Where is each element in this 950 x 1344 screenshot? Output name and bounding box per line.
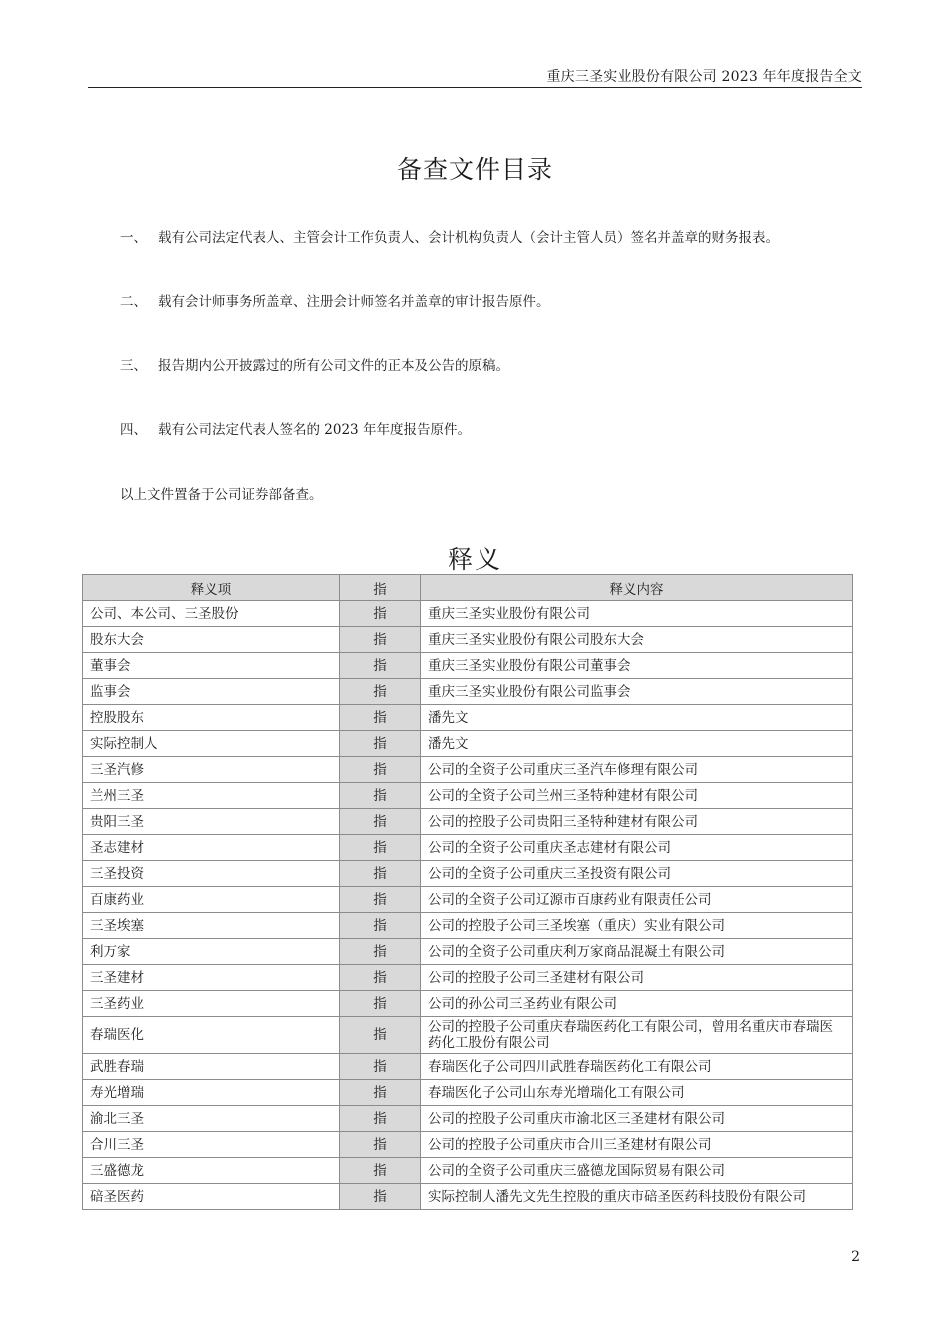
term-cell: 三盛德龙 [83,1158,340,1184]
meaning-cell: 实际控制人潘先文先生控股的重庆市碚圣医药科技股份有限公司 [421,1184,853,1210]
meaning-cell: 公司的全资子公司重庆利万家商品混凝土有限公司 [421,939,853,965]
list-number: 四、 [120,422,147,438]
table-row [83,913,853,939]
definitions-table [82,574,853,1210]
table-row [83,835,853,861]
meaning-cell: 重庆三圣实业股份有限公司股东大会 [421,627,853,653]
term-cell: 寿光增瑞 [83,1080,340,1106]
term-cell: 股东大会 [83,627,340,653]
header-rule [88,87,862,88]
refers-cell: 指 [340,887,421,913]
table-row [83,757,853,783]
term-cell: 三圣埃塞 [83,913,340,939]
table-row [83,1080,853,1106]
header-term: 释义项 [83,575,340,601]
refers-cell: 指 [340,1106,421,1132]
table-row [83,939,853,965]
term-cell: 百康药业 [83,887,340,913]
term-cell: 三圣药业 [83,991,340,1017]
table-row [83,731,853,757]
refers-cell: 指 [340,757,421,783]
refers-cell: 指 [340,731,421,757]
meaning-cell: 重庆三圣实业股份有限公司 [421,601,853,627]
storage-note: 以上文件置备于公司证券部备查。 [120,487,323,503]
term-cell: 董事会 [83,653,340,679]
list-number: 二、 [120,294,147,310]
meaning-cell: 公司的全资子公司兰州三圣特种建材有限公司 [421,783,853,809]
table-row [83,1158,853,1184]
term-cell: 圣志建材 [83,835,340,861]
header-meaning: 释义内容 [421,575,853,601]
refers-cell: 指 [340,991,421,1017]
table-row [83,991,853,1017]
meaning-cell: 公司的全资子公司辽源市百康药业有限责任公司 [421,887,853,913]
table-row [83,679,853,705]
table-row [83,783,853,809]
doc-title: 备查文件目录 [396,155,553,184]
refers-cell: 指 [340,705,421,731]
meaning-cell: 公司的全资子公司重庆圣志建材有限公司 [421,835,853,861]
refers-cell: 指 [340,627,421,653]
meaning-cell: 春瑞医化子公司山东寿光增瑞化工有限公司 [421,1080,853,1106]
refers-cell: 指 [340,809,421,835]
refers-cell: 指 [340,679,421,705]
term-cell: 兰州三圣 [83,783,340,809]
list-text: 载有公司法定代表人、主管会计工作负责人、会计机构负责人（会计主管人员）签名并盖章的财务报表。 [158,230,779,246]
running-header: 重庆三圣实业股份有限公司 2023 年年度报告全文 [546,69,862,85]
meaning-cell: 重庆三圣实业股份有限公司董事会 [421,653,853,679]
meaning-cell: 公司的控股子公司三圣建材有限公司 [421,965,853,991]
meaning-cell: 春瑞医化子公司四川武胜春瑞医药化工有限公司 [421,1054,853,1080]
term-cell: 春瑞医化 [83,1017,340,1054]
refers-cell: 指 [340,653,421,679]
term-cell: 监事会 [83,679,340,705]
table-row [83,861,853,887]
term-cell: 三圣投资 [83,861,340,887]
term-cell: 渝北三圣 [83,1106,340,1132]
term-cell: 碚圣医药 [83,1184,340,1210]
list-number: 一、 [120,230,147,246]
table-row [83,1184,853,1210]
page-number: 2 [851,1249,860,1265]
term-cell: 公司、本公司、三圣股份 [83,601,340,627]
meaning-cell: 潘先文 [421,731,853,757]
table-row [83,965,853,991]
list-item [120,226,779,246]
table-row [83,1106,853,1132]
refers-cell: 指 [340,1132,421,1158]
term-cell: 实际控制人 [83,731,340,757]
term-cell: 利万家 [83,939,340,965]
meaning-cell: 公司的全资子公司重庆三圣汽车修理有限公司 [421,757,853,783]
term-cell: 合川三圣 [83,1132,340,1158]
term-cell: 控股股东 [83,705,340,731]
term-cell: 贵阳三圣 [83,809,340,835]
list-item [120,418,471,438]
table-row [83,1017,853,1054]
table-row [83,705,853,731]
table-row [83,601,853,627]
section-title: 释义 [447,545,502,574]
meaning-cell: 公司的孙公司三圣药业有限公司 [421,991,853,1017]
refers-cell: 指 [340,1080,421,1106]
table-row [83,653,853,679]
table-row [83,1054,853,1080]
refers-cell: 指 [340,783,421,809]
list-item [120,354,509,374]
meaning-cell: 公司的控股子公司重庆市渝北区三圣建材有限公司 [421,1106,853,1132]
refers-cell: 指 [340,1158,421,1184]
meaning-cell: 潘先文 [421,705,853,731]
meaning-cell: 公司的控股子公司三圣埃塞（重庆）实业有限公司 [421,913,853,939]
term-cell: 武胜春瑞 [83,1054,340,1080]
meaning-cell: 公司的控股子公司重庆市合川三圣建材有限公司 [421,1132,853,1158]
term-cell: 三圣汽修 [83,757,340,783]
table-row [83,627,853,653]
list-text: 报告期内公开披露过的所有公司文件的正本及公告的原稿。 [158,358,509,374]
meaning-cell: 公司的控股子公司贵阳三圣特种建材有限公司 [421,809,853,835]
table-row [83,809,853,835]
refers-cell: 指 [340,1054,421,1080]
meaning-cell: 公司的全资子公司重庆三盛德龙国际贸易有限公司 [421,1158,853,1184]
refers-cell: 指 [340,939,421,965]
list-text: 载有公司法定代表人签名的 2023 年年度报告原件。 [158,422,471,438]
refers-cell: 指 [340,601,421,627]
list-text: 载有会计师事务所盖章、注册会计师签名并盖章的审计报告原件。 [158,294,550,310]
table-row [83,1132,853,1158]
refers-cell: 指 [340,835,421,861]
table-row [83,887,853,913]
list-item [120,290,550,310]
meaning-cell: 重庆三圣实业股份有限公司监事会 [421,679,853,705]
term-cell: 三圣建材 [83,965,340,991]
meaning-cell: 公司的控股子公司重庆春瑞医药化工有限公司，曾用名重庆市春瑞医药化工股份有限公司 [421,1017,853,1054]
refers-cell: 指 [340,861,421,887]
refers-cell: 指 [340,965,421,991]
meaning-cell: 公司的全资子公司重庆三圣投资有限公司 [421,861,853,887]
header-refers: 指 [340,575,421,601]
list-number: 三、 [120,358,147,374]
refers-cell: 指 [340,1017,421,1054]
refers-cell: 指 [340,913,421,939]
table-header-row [83,575,853,601]
refers-cell: 指 [340,1184,421,1210]
